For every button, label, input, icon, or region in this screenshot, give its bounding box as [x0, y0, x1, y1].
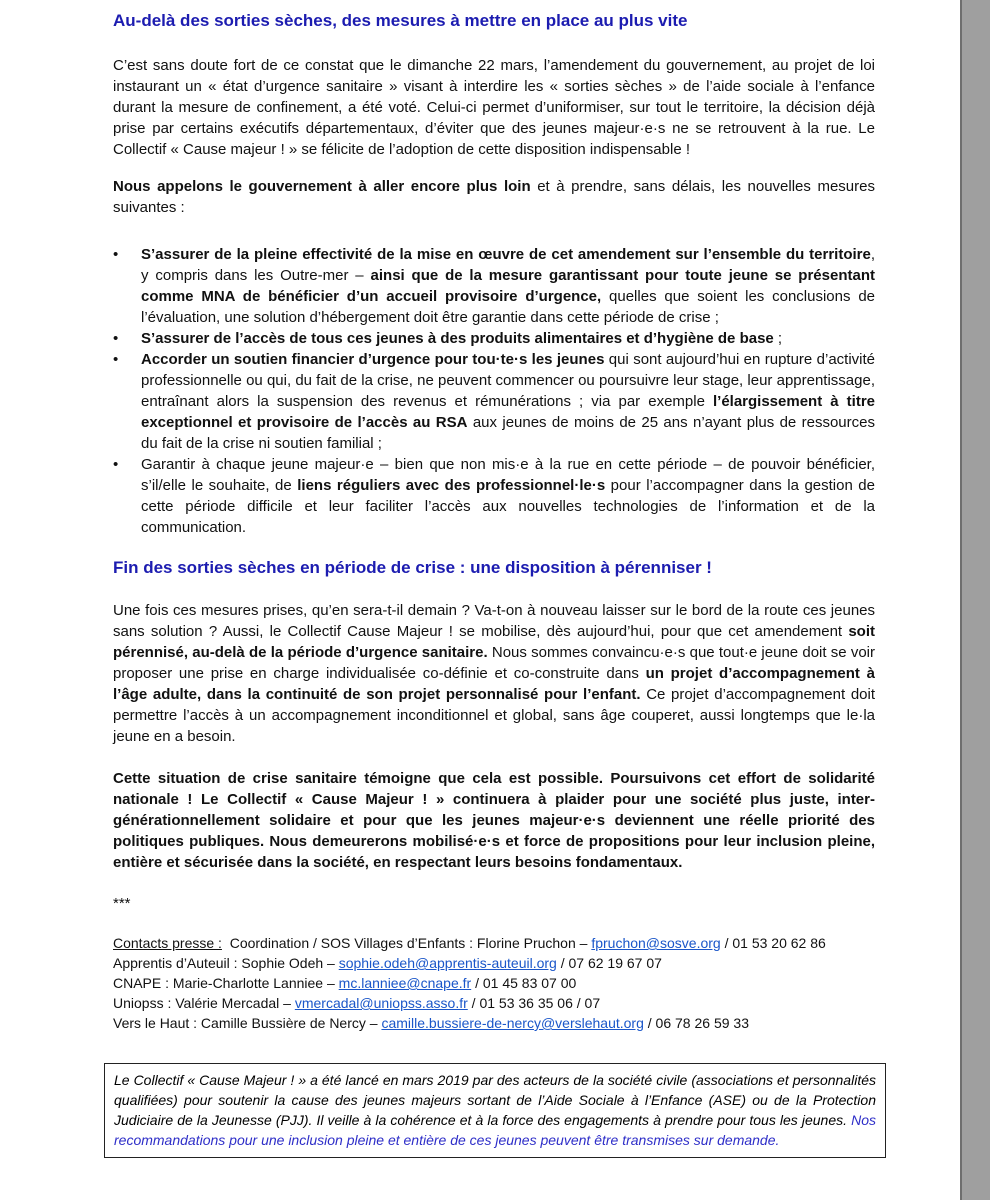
bullet-1-text-1: , y compris dans les Outre-mer – — [141, 246, 875, 284]
section2-paragraph-2: Cette situation de crise sanitaire témoigne que cela est possible. Poursuivons cet effort de solidarité nationale ! Le Collectif « Cause Majeur ! » continuera à plaider pour une société plus juste, inter-générationnellement solidaire et pour que les jeunes majeur·e·s deviennent une réelle priorité des politiques publiques. Nous demeurerons mobilisé·e·s et force de propositions pour leur inclusion pleine, entière et sécurisée dans la société, en respectant leurs besoins fondamentaux. — [113, 770, 875, 871]
bullet-icon: • — [113, 246, 119, 263]
section1-paragraph-1: C’est sans doute fort de ce constat que le dimanche 22 mars, l’amendement du gouvernement, au projet de loi instaurant un « état d’urgence sanitaire » visant à interdire les « sorties sèches » de l’aide sociale à l’enfance durant la mesure de confinement, a été voté. Celui-ci permet d’uniformiser, sur tout le territoire, la décision déjà prise par certains exécutifs départementaux, d’éviter que des jeunes majeur·e·s ne se retrouvent à la rue. Le Collectif « Cause majeur ! » se félicite de l’adoption de cette disposition indispensable ! — [113, 57, 875, 158]
section2-bold-2: un projet d’accompagnement à l’âge adulte, dans la continuité de son projet personnalisé pour l’enfant. — [113, 665, 875, 703]
contact-name: Vers le Haut : Camille Bussière de Nercy – — [113, 1015, 382, 1031]
section2-text-3: Ce projet d’accompagnement doit permettre l’accès à un accompagnement inconditionnel et global, sans âge couperet, aussi longtemps que le·la jeune en a besoin. — [113, 686, 875, 745]
contact-phone: / 07 62 19 67 07 — [556, 955, 662, 971]
bullet-3-bold-1: Accorder un soutien financier d’urgence pour tou·te·s les jeunes — [141, 351, 605, 368]
bullet-3-text-1: qui sont aujourd’hui en rupture d’activité professionnelle ou qui, du fait de la crise, ne peuvent commencer ou poursuivre leur stage, leur apprentissage, entraînant alors la suspension des revenus et rémunérations ; via par exemple — [141, 351, 876, 410]
email-link[interactable]: vmercadal@uniopss.asso.fr — [294, 995, 468, 1011]
bullet-icon: • — [113, 456, 119, 473]
section2-bold-1: soit pérennisé, au-delà de la période d’urgence sanitaire. — [113, 623, 875, 661]
call-to-action-bold: Nous appelons le gouvernement à aller encore plus loin — [113, 178, 531, 195]
bullet-3-text-2: aux jeunes de moins de 25 ans n’ayant plus de ressources du fait de la crise ni soutien familial ; — [141, 414, 875, 452]
email-link[interactable]: fpruchon@sosve.org — [591, 935, 721, 951]
section2-text-1: Une fois ces mesures prises, qu’en sera-t-il demain ? Va-t-on à nouveau laisser sur le bord de la route ces jeunes sans solution ? Aussi, le Collectif Cause Majeur ! se mobilise, dès aujourd’hui, pour que cet amendement — [113, 602, 875, 640]
contact-phone: / 06 78 26 59 33 — [643, 1015, 749, 1031]
bullet-icon: • — [113, 351, 119, 368]
section2-text-2: Nous sommes convaincu·e·s que tout·e jeune doit se voir proposer une prise en charge individualisée co-définie et co-construite dans — [113, 644, 876, 682]
list-item — [113, 244, 875, 328]
document-content — [113, 10, 875, 1033]
section2-heading: Fin des sorties sèches en période de crise : une disposition à pérenniser ! — [113, 558, 712, 577]
note-text: Le Collectif « Cause Majeur ! » a été lancé en mars 2019 par des acteurs de la société civile (associations et personnalités qualifiées) pour soutenir la cause des jeunes majeurs sortant de l’Aide Sociale à l’Enfance (ASE) ou de la Protection Judiciaire de la Jeunesse (PJJ). Il veille à la cohérence et à la force des engagements à prendre pour tous les jeunes. — [114, 1072, 876, 1128]
bullet-2-bold-1: S’assurer de l’accès de tous ces jeunes à des produits alimentaires et d’hygiène de base — [141, 330, 774, 347]
contact-line — [113, 973, 875, 993]
contact-line — [113, 933, 875, 953]
section1-heading: Au-delà des sorties sèches, des mesures à mettre en place au plus vite — [113, 11, 688, 30]
email-link[interactable]: sophie.odeh@apprentis-auteuil.org — [338, 955, 557, 971]
bullet-4-text-1: pour l’accompagner dans la gestion de cette période difficile et leur faciliter l’accès aux nouvelles technologies de l’information et de la communication. — [141, 477, 875, 536]
contact-line — [113, 953, 875, 973]
contact-name: CNAPE : Marie-Charlotte Lanniee – — [113, 975, 339, 991]
recommendation-text: Nos recommandations pour une inclusion pleine et entière de ces jeunes peuvent être transmises sur demande. — [114, 1112, 876, 1148]
bullet-1-bold-1: S’assurer de la pleine effectivité de la mise en œuvre de cet amendement sur l’ensemble du territoire — [141, 246, 871, 263]
contact-name: Uniopss : Valérie Mercadal – — [113, 995, 295, 1011]
section1-paragraph-2 — [113, 176, 875, 218]
list-item — [113, 349, 875, 454]
list-item — [113, 454, 875, 538]
bullet-3-bold-2: l’élargissement à titre exceptionnel et provisoire de l’accès au RSA — [141, 393, 875, 431]
contact-line — [113, 993, 875, 1013]
bullet-2-text-1: ; — [773, 330, 783, 347]
email-link[interactable]: camille.bussiere-de-nercy@verslehaut.org — [381, 1015, 644, 1031]
press-contacts — [113, 933, 875, 1033]
page-edge — [960, 0, 962, 1200]
call-to-action-rest: et à prendre, sans délais, les nouvelles mesures suivantes : — [113, 178, 875, 216]
bullet-4-text-0: Garantir à chaque jeune majeur·e – bien que non mis·e à la rue en cette période – de pouvoir bénéficier, s’il/elle le souhaite, de — [141, 456, 875, 494]
contact-phone: / 01 45 83 07 00 — [471, 975, 577, 991]
contact-phone: / 01 53 36 35 06 / 07 — [467, 995, 601, 1011]
section2-paragraph-1 — [113, 600, 875, 747]
contact-name: Coordination / SOS Villages d’Enfants : Florine Pruchon – — [221, 935, 592, 951]
contact-name: Apprentis d’Auteuil : Sophie Odeh – — [113, 955, 339, 971]
email-link[interactable]: mc.lanniee@cnape.fr — [338, 975, 472, 991]
contact-line — [113, 1013, 875, 1033]
bullet-4-bold-1: liens réguliers avec des professionnel·le·s — [297, 477, 606, 494]
bullet-1-bold-2: ainsi que de la mesure garantissant pour toute jeune se présentant comme MNA de bénéficier d’un accueil provisoire d’urgence, — [141, 267, 875, 305]
separator: *** — [113, 895, 131, 912]
contact-phone: / 01 53 20 62 86 — [720, 935, 826, 951]
contacts-label: Contacts presse : — [113, 935, 222, 951]
list-item — [113, 328, 875, 349]
bullet-1-text-2: quelles que soient les conclusions de l’évaluation, une solution d’hébergement doit être garantie dans cette période de crise ; — [141, 288, 875, 326]
measures-list — [113, 244, 875, 538]
collective-note-box — [104, 1063, 886, 1158]
bullet-icon: • — [113, 330, 119, 347]
